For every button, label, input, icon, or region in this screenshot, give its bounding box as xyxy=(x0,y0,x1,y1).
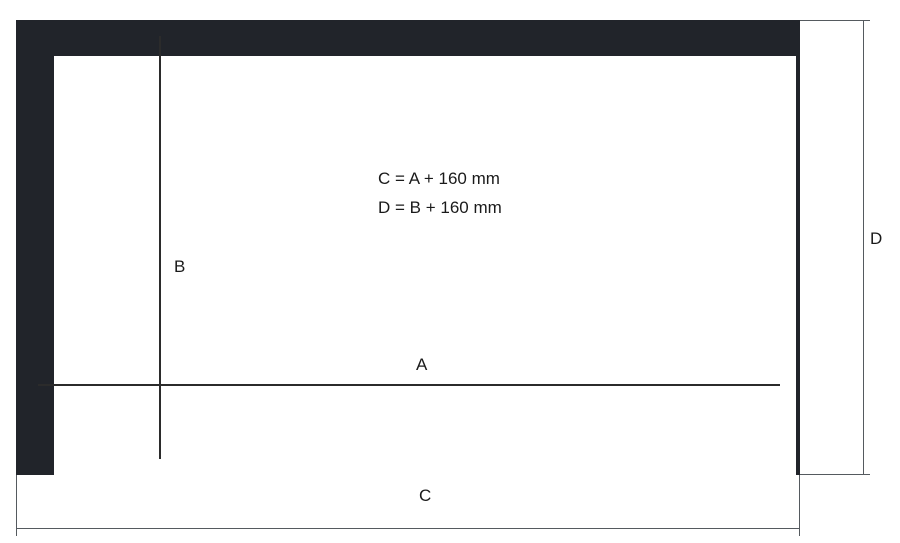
dimension-line-d xyxy=(863,20,864,475)
label-b: B xyxy=(174,257,186,276)
inner-height-line xyxy=(159,36,161,459)
dimension-tick-right xyxy=(799,475,800,536)
dimension-tick-top xyxy=(800,20,870,21)
label-c: C xyxy=(419,486,432,505)
label-a: A xyxy=(416,355,428,374)
outer-frame-rectangle xyxy=(16,20,800,475)
inner-frame-area xyxy=(54,56,796,479)
inner-width-line xyxy=(38,384,780,386)
label-d: D xyxy=(870,229,883,248)
formula-block xyxy=(378,168,502,226)
dimension-line-c xyxy=(16,528,800,529)
formula-c: C = A + 160 mm xyxy=(378,169,500,188)
dimension-tick-left xyxy=(16,475,17,536)
dimension-tick-bottom xyxy=(800,474,870,475)
formula-d: D = B + 160 mm xyxy=(378,197,502,217)
